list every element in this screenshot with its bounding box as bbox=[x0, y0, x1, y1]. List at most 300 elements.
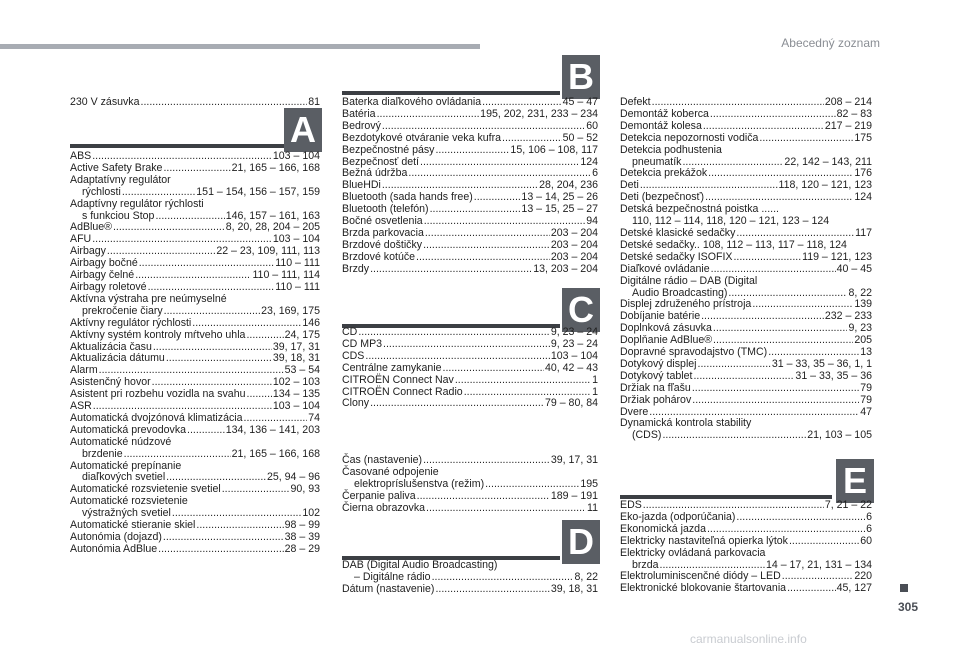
index-page-refs: 13 – 14, 25 – 26 bbox=[521, 191, 598, 204]
index-entry bbox=[620, 121, 872, 133]
index-entry bbox=[342, 264, 598, 276]
index-entry bbox=[70, 544, 320, 556]
index-term: Bezpečnostné pásy bbox=[342, 143, 435, 156]
index-term: Automatické stieranie skiel bbox=[70, 519, 196, 532]
index-term: ASR bbox=[70, 400, 92, 413]
dot-leader bbox=[222, 484, 290, 496]
dot-leader bbox=[455, 375, 591, 387]
index-entry-heading: Digitálne rádio – DAB (Digital bbox=[620, 274, 758, 287]
dot-leader bbox=[713, 323, 848, 335]
index-term: prekročenie čiary bbox=[82, 304, 163, 317]
index-entry bbox=[342, 97, 598, 109]
index-entry bbox=[620, 371, 872, 383]
index-page-refs: 25, 94 – 96 bbox=[266, 471, 320, 484]
index-page-refs: 139 bbox=[854, 298, 872, 311]
index-page-refs: 24, 175 bbox=[284, 328, 320, 341]
index-entry-heading: Adaptívny regulátor rýchlosti bbox=[70, 197, 204, 210]
dot-leader bbox=[443, 363, 544, 375]
index-entry bbox=[70, 330, 320, 342]
index-entry bbox=[620, 524, 872, 536]
dot-leader bbox=[139, 258, 274, 270]
letter-badge-e: E bbox=[836, 459, 874, 503]
dot-leader bbox=[370, 264, 532, 276]
index-page-refs: 9, 23 – 24 bbox=[550, 326, 598, 338]
letter-badge-d: D bbox=[562, 520, 600, 564]
index-term: Airbagy roletové bbox=[70, 280, 147, 293]
index-term: Asistent pri rozbehu vozidla na svahu bbox=[70, 388, 246, 401]
index-entry bbox=[620, 500, 872, 512]
dot-leader bbox=[124, 449, 231, 461]
index-term: Active Safety Brake bbox=[70, 161, 163, 174]
index-term: CDS bbox=[342, 349, 365, 362]
dot-leader bbox=[408, 168, 591, 180]
index-page-refs: 110 – 111 bbox=[275, 280, 320, 293]
index-term: Defekt bbox=[620, 96, 651, 108]
index-term: Čierna obrazovka bbox=[342, 501, 426, 514]
index-page-refs: 134 – 135 bbox=[272, 388, 320, 401]
dot-leader bbox=[172, 508, 301, 520]
dot-leader bbox=[244, 413, 308, 425]
index-page-refs: 110 – 111 bbox=[275, 257, 320, 270]
index-entry-heading: Detekcia podhustenia bbox=[620, 143, 722, 156]
index-term: EDS bbox=[620, 499, 642, 511]
dot-leader bbox=[163, 532, 284, 544]
index-term: Batéria bbox=[342, 107, 376, 120]
index-page-refs: 13 – 15, 25 – 27 bbox=[521, 203, 598, 216]
index-term: Brzda parkovacia bbox=[342, 226, 424, 239]
dot-leader bbox=[435, 145, 509, 157]
index-page-refs: 39, 18, 31 bbox=[550, 582, 598, 595]
index-column-2-c bbox=[342, 327, 598, 410]
index-page-refs: 232 – 233 bbox=[824, 310, 872, 323]
index-page-refs: 13, 203 – 204 bbox=[533, 262, 598, 275]
index-term: pneumatík bbox=[632, 155, 682, 168]
index-entry-heading: Dynamická kontrola stability bbox=[620, 417, 752, 430]
index-term: Elektronické blokovanie štartovania bbox=[620, 582, 787, 595]
dot-leader bbox=[135, 270, 251, 282]
index-term: Bluetooth (telefón) bbox=[342, 203, 429, 216]
letter-badge-a: A bbox=[284, 108, 322, 152]
dot-leader bbox=[122, 187, 195, 199]
dot-leader bbox=[789, 536, 859, 548]
index-entry bbox=[620, 583, 872, 595]
dot-leader bbox=[416, 252, 550, 264]
letter-band-e bbox=[620, 451, 874, 503]
index-page-refs: 9, 23 bbox=[848, 322, 872, 335]
index-entry bbox=[342, 584, 598, 596]
index-term: rýchlosti bbox=[82, 185, 121, 198]
dot-leader bbox=[247, 389, 272, 401]
letter-badge-c: C bbox=[562, 288, 600, 332]
dot-leader bbox=[420, 157, 579, 169]
index-page-refs: 8, 20, 28, 204 – 205 bbox=[225, 221, 320, 234]
dot-leader bbox=[377, 109, 480, 121]
index-term: Baterka diaľkového ovládania bbox=[342, 96, 482, 108]
index-page-refs: 189 – 191 bbox=[550, 489, 598, 502]
dot-leader bbox=[474, 192, 521, 204]
index-term: Displej združeného prístroja bbox=[620, 298, 752, 311]
index-page-refs: 90, 93 bbox=[290, 483, 320, 496]
index-entry bbox=[620, 168, 872, 180]
page-number: 305 bbox=[898, 600, 919, 614]
dot-leader bbox=[107, 246, 215, 258]
index-term: Brzdy bbox=[342, 262, 370, 275]
dot-leader bbox=[113, 222, 225, 234]
index-term: ABS bbox=[70, 150, 92, 162]
index-entry bbox=[342, 387, 598, 399]
index-entry bbox=[342, 351, 598, 363]
index-page-refs: 117 bbox=[855, 226, 872, 239]
index-term: Dvere bbox=[620, 405, 649, 418]
dot-leader bbox=[701, 311, 824, 323]
index-term: Dátum (nastavenie) bbox=[342, 582, 435, 595]
index-entry bbox=[70, 187, 320, 199]
dot-leader bbox=[164, 306, 260, 318]
index-term: diaľkových svetiel bbox=[82, 471, 166, 484]
dot-leader bbox=[787, 583, 836, 595]
index-page-refs: 98 – 99 bbox=[284, 519, 320, 532]
index-term: AdBlue® bbox=[70, 221, 112, 234]
index-column-3-d bbox=[620, 97, 872, 442]
index-term: Aktívny systém kontroly mŕtveho uhla bbox=[70, 328, 246, 341]
dot-leader bbox=[166, 472, 266, 484]
dot-leader bbox=[424, 216, 586, 228]
dot-leader bbox=[246, 330, 283, 342]
dot-leader bbox=[713, 335, 853, 347]
dot-leader bbox=[482, 97, 562, 109]
index-entry bbox=[620, 395, 872, 407]
index-entry bbox=[342, 252, 598, 264]
dot-leader bbox=[652, 97, 824, 109]
index-term: Bezpečnosť detí bbox=[342, 155, 420, 168]
index-page-refs: 81 bbox=[308, 96, 320, 108]
index-page-refs: 103 – 104 bbox=[272, 233, 320, 246]
dot-leader bbox=[92, 234, 272, 246]
index-term: brzdenie bbox=[82, 447, 123, 460]
index-page-refs: 195 bbox=[580, 477, 598, 490]
index-entry-heading: Automatické prepínanie bbox=[70, 459, 182, 472]
index-entry-heading: Automatické rozsvietenie bbox=[70, 495, 188, 508]
index-entry bbox=[342, 133, 598, 145]
index-page-refs: 11 bbox=[587, 501, 598, 514]
index-page-refs: 205 bbox=[854, 334, 872, 347]
index-page-refs: 47 bbox=[860, 405, 872, 418]
index-page-refs: 119 – 121, 123 bbox=[802, 250, 872, 263]
index-entry-heading: Adaptatívny regulátor bbox=[70, 173, 171, 186]
index-term: Elektroluminiscenčné diódy – LED bbox=[620, 570, 781, 583]
index-column-1 bbox=[70, 151, 320, 556]
index-entry bbox=[70, 306, 320, 318]
index-page-refs: 45 – 47 bbox=[562, 96, 598, 108]
index-page-refs: 28 – 29 bbox=[284, 542, 320, 555]
index-entry-heading: Detská bezpečnostná poistka ...... bbox=[620, 203, 779, 216]
index-page-refs: 118, 120 – 121, 123 bbox=[778, 179, 872, 192]
index-term: Doplňanie AdBlue® bbox=[620, 334, 713, 347]
dot-leader bbox=[464, 387, 591, 399]
index-page-refs: 103 – 104 bbox=[550, 349, 598, 362]
index-page-refs: 134, 136 – 141, 203 bbox=[225, 423, 320, 436]
index-page-refs: 23, 169, 175 bbox=[261, 304, 320, 317]
dot-leader bbox=[435, 584, 549, 596]
index-entry bbox=[70, 318, 320, 330]
dot-leader bbox=[485, 479, 579, 491]
index-term: Demontáž koberca bbox=[620, 107, 709, 120]
dot-leader bbox=[662, 430, 806, 442]
dot-leader bbox=[640, 180, 778, 192]
index-entry bbox=[620, 97, 872, 109]
letter-band-d bbox=[342, 512, 600, 564]
index-entry-heading: Časované odpojenie bbox=[342, 465, 439, 478]
index-term: Bezdotykové otváranie veka kufra bbox=[342, 131, 501, 144]
dot-leader bbox=[643, 500, 824, 512]
divider bbox=[70, 144, 288, 148]
dot-leader bbox=[155, 211, 224, 223]
index-term: Autonómia AdBlue bbox=[70, 542, 158, 555]
index-entry bbox=[342, 109, 598, 121]
index-term: Audio Broadcasting) bbox=[632, 286, 728, 299]
index-page-refs: 1 bbox=[592, 385, 598, 398]
index-page-refs: 176 bbox=[854, 167, 872, 180]
index-term: Clony bbox=[342, 397, 370, 410]
index-term: Detské sedačky ISOFIX bbox=[620, 250, 733, 263]
dot-leader bbox=[358, 327, 550, 339]
index-page-refs: 8, 22 bbox=[848, 286, 872, 299]
index-page-refs: 146 bbox=[302, 316, 320, 329]
index-term: Airbagy čelné bbox=[70, 269, 135, 282]
dot-leader bbox=[153, 342, 272, 354]
dot-leader bbox=[196, 520, 283, 532]
index-column-2-b bbox=[342, 97, 598, 276]
index-entry bbox=[620, 383, 872, 395]
index-entry bbox=[620, 536, 872, 548]
index-term: Diaľkové ovládanie bbox=[620, 262, 710, 275]
dot-leader bbox=[649, 407, 859, 419]
index-term: Elektricky nastaviteľná opierka lýtok bbox=[620, 534, 788, 547]
dot-leader bbox=[728, 288, 847, 300]
index-term: Detekcia prekážok bbox=[620, 167, 708, 180]
dot-leader bbox=[693, 371, 794, 383]
index-page-refs: 195, 202, 231, 233 – 234 bbox=[480, 107, 598, 120]
dot-leader bbox=[417, 491, 550, 503]
index-term: CD MP3 bbox=[342, 337, 383, 350]
index-page-refs: 50 – 52 bbox=[562, 131, 598, 144]
dot-leader bbox=[502, 133, 562, 145]
dot-leader bbox=[752, 299, 853, 311]
index-term: Ekonomická jazda bbox=[620, 522, 706, 535]
index-page-refs: 103 – 104 bbox=[272, 150, 320, 162]
index-term: Brzdové kotúče bbox=[342, 250, 416, 263]
index-page-refs: 102 bbox=[302, 507, 320, 520]
dot-leader bbox=[365, 351, 549, 363]
index-page-refs: 60 bbox=[860, 534, 872, 547]
index-term: Doplnková zásuvka bbox=[620, 322, 712, 335]
dot-leader bbox=[166, 353, 272, 365]
index-page-refs: 94 bbox=[586, 215, 598, 228]
dot-leader bbox=[711, 264, 836, 276]
dot-leader bbox=[383, 339, 550, 351]
dot-leader bbox=[432, 572, 574, 584]
index-page-refs: 39, 17, 31 bbox=[272, 340, 320, 353]
dot-leader bbox=[759, 133, 853, 145]
dot-leader bbox=[692, 395, 859, 407]
index-page-refs: 21, 103 – 105 bbox=[807, 429, 872, 442]
letter-band-b bbox=[342, 47, 600, 99]
index-entry bbox=[342, 363, 598, 375]
index-term: Čerpanie paliva bbox=[342, 489, 416, 502]
index-term: BlueHDi bbox=[342, 179, 381, 192]
index-page-refs: 110 – 111, 114 bbox=[252, 269, 320, 282]
letter-band-a bbox=[70, 100, 322, 152]
index-page-refs: 15, 106 – 108, 117 bbox=[510, 143, 598, 156]
index-entry bbox=[70, 449, 320, 461]
index-entry bbox=[70, 401, 320, 413]
dot-leader bbox=[430, 204, 521, 216]
index-page-refs: 39, 17, 31 bbox=[550, 454, 598, 466]
index-term: Bežná údržba bbox=[342, 167, 408, 180]
index-page-refs: 45, 127 bbox=[836, 582, 872, 595]
index-page-refs: 175 bbox=[854, 131, 872, 144]
dot-leader bbox=[698, 359, 771, 371]
dot-leader bbox=[148, 282, 275, 294]
dot-leader bbox=[782, 571, 854, 583]
dot-leader bbox=[682, 157, 783, 169]
dot-leader bbox=[192, 318, 301, 330]
index-term: CITROËN Connect Radio bbox=[342, 385, 463, 398]
dot-leader bbox=[93, 401, 272, 413]
index-page-refs: 203 – 204 bbox=[550, 238, 598, 251]
index-entry-heading: 110, 112 – 114, 118, 120 – 121, 123 – 124 bbox=[632, 215, 830, 228]
index-term: Čas (nastavenie) bbox=[342, 454, 423, 466]
index-entry bbox=[70, 365, 320, 377]
index-term: Aktívny regulátor rýchlosti bbox=[70, 316, 192, 329]
index-page-refs: 79 – 80, 84 bbox=[544, 397, 598, 410]
index-term: AFU bbox=[70, 233, 92, 246]
section-title: Abecedný zoznam bbox=[781, 36, 880, 50]
index-page-refs: 40 – 45 bbox=[836, 262, 872, 275]
index-entry bbox=[620, 430, 872, 442]
index-page-refs: 7, 21 – 22 bbox=[824, 499, 872, 511]
index-term: Deti bbox=[620, 179, 639, 192]
dot-leader bbox=[660, 560, 765, 572]
index-entry bbox=[620, 133, 872, 145]
dot-leader bbox=[187, 425, 225, 437]
index-term: výstražných svetiel bbox=[82, 507, 171, 520]
index-term: Automatická dvojzónová klimatizácia bbox=[70, 411, 243, 424]
dot-leader bbox=[708, 168, 853, 180]
index-term: Dotykový displej bbox=[620, 357, 697, 370]
index-page-refs: 6 bbox=[866, 510, 872, 523]
index-entry bbox=[70, 353, 320, 365]
index-page-refs: 220 bbox=[854, 570, 872, 583]
index-column-2-d bbox=[342, 560, 598, 596]
index-page-refs: 53 – 54 bbox=[284, 364, 320, 377]
index-column-2-c-caron bbox=[342, 455, 598, 515]
index-term: s funkciou Stop bbox=[82, 209, 155, 222]
index-term: Eko-jazda (odporúčania) bbox=[620, 510, 736, 523]
index-term: Demontáž kolesa bbox=[620, 119, 702, 132]
index-column-3-e bbox=[620, 500, 872, 595]
index-term: Bedrový bbox=[342, 119, 381, 132]
index-entry-heading: Automatické núdzové bbox=[70, 435, 172, 448]
index-entry bbox=[342, 375, 598, 387]
index-entry bbox=[70, 425, 320, 437]
index-page-refs: 31 – 33, 35 – 36, 1, 1 bbox=[771, 357, 872, 370]
dot-leader bbox=[768, 347, 859, 359]
index-page-refs: 146, 157 – 161, 163 bbox=[225, 209, 320, 222]
index-entry bbox=[620, 240, 872, 252]
index-term: Držiak pohárov bbox=[620, 393, 692, 406]
dot-leader bbox=[370, 398, 544, 410]
page-marker bbox=[900, 584, 908, 592]
index-entry bbox=[342, 240, 598, 252]
index-page-refs: 38 – 39 bbox=[284, 531, 320, 543]
dot-leader bbox=[382, 121, 585, 133]
index-page-refs: 1 bbox=[592, 373, 598, 386]
index-entry bbox=[342, 121, 598, 133]
index-term: Autonómia (dojazd) bbox=[70, 531, 162, 543]
dot-leader bbox=[733, 252, 801, 264]
dot-leader bbox=[710, 109, 836, 121]
dot-leader bbox=[423, 455, 550, 467]
index-page-refs: 151 – 154, 156 – 157, 159 bbox=[196, 185, 320, 198]
index-term: Aktualizácia dátumu bbox=[70, 352, 165, 365]
dot-leader bbox=[158, 544, 283, 556]
index-entry bbox=[620, 264, 872, 276]
index-entry bbox=[620, 407, 872, 419]
dot-leader bbox=[425, 228, 550, 240]
index-entry-heading: DAB (Digital Audio Broadcasting) bbox=[342, 559, 498, 571]
index-term: (CDS) bbox=[632, 429, 662, 442]
index-page-refs: 203 – 204 bbox=[550, 226, 598, 239]
index-term: – Digitálne rádio bbox=[354, 570, 431, 583]
index-term: Automatická prevodovka bbox=[70, 423, 187, 436]
index-term: 230 V zásuvka bbox=[70, 96, 140, 108]
index-page-refs: 217 – 219 bbox=[824, 119, 872, 132]
index-term: Držiak na fľašu bbox=[620, 381, 691, 394]
index-entry bbox=[620, 180, 872, 192]
index-entry bbox=[342, 145, 598, 157]
divider bbox=[620, 495, 832, 499]
index-page-refs: 124 bbox=[854, 191, 872, 204]
index-term: Brzdové doštičky bbox=[342, 238, 423, 251]
dot-leader bbox=[703, 121, 824, 133]
index-term: Bluetooth (sada hands free) bbox=[342, 191, 473, 204]
index-page-refs: 203 – 204 bbox=[550, 250, 598, 263]
index-term: CD bbox=[342, 326, 358, 338]
index-page-refs: 31 – 33, 35 – 36 bbox=[795, 369, 872, 382]
index-term: Automatické rozsvietenie svetiel bbox=[70, 483, 221, 496]
index-page-refs: 28, 204, 236 bbox=[539, 179, 598, 192]
index-page-refs: 8, 22 bbox=[574, 570, 598, 583]
dot-leader bbox=[92, 151, 272, 163]
index-entry bbox=[342, 398, 598, 410]
divider bbox=[342, 91, 560, 95]
index-page-refs: 6 bbox=[592, 167, 598, 180]
index-term: Detekcia nepozornosti vodiča bbox=[620, 131, 759, 144]
index-term: Airbagy bbox=[70, 245, 106, 258]
index-page-refs: 74 bbox=[308, 411, 320, 424]
dot-leader bbox=[382, 180, 538, 192]
index-term: Bočné osvetlenia bbox=[342, 215, 423, 228]
index-entry-heading: Aktívna výstraha pre neúmyselné bbox=[70, 292, 227, 305]
index-page-refs: 21, 165 – 166, 168 bbox=[231, 447, 320, 460]
index-page-refs: 102 – 103 bbox=[272, 376, 320, 389]
index-page-refs: 208 – 214 bbox=[824, 96, 872, 108]
dot-leader bbox=[736, 512, 865, 524]
index-entry-heading: Elektricky ovládaná parkovacia bbox=[620, 546, 766, 559]
dot-leader bbox=[736, 228, 854, 240]
index-page-refs: 79 bbox=[860, 393, 872, 406]
